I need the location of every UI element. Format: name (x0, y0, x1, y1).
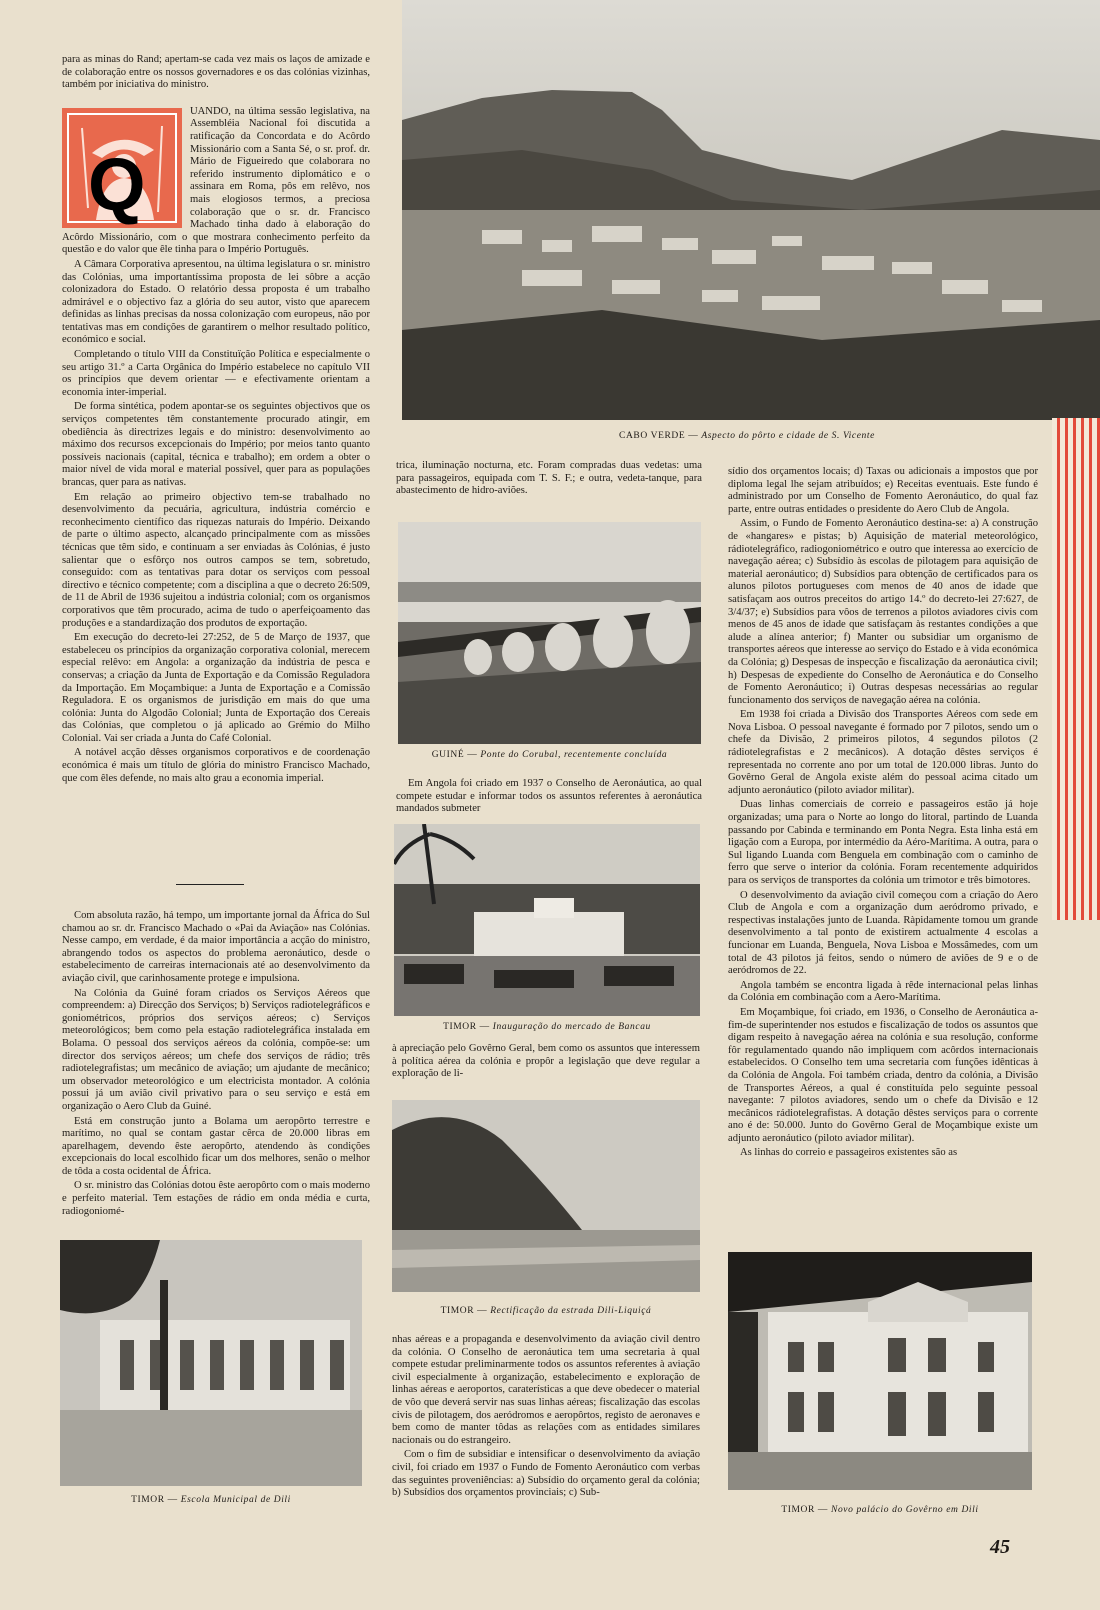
photo-timor-market (394, 824, 700, 1016)
caption-place: GUINÉ — (431, 750, 478, 760)
caption-text: Novo palácio do Govêrno em Dili (831, 1505, 979, 1515)
dropcap-letter: Q (88, 142, 146, 226)
column-2-mid (396, 778, 702, 818)
column-2-bottom (392, 1334, 700, 1502)
paragraph: Completando o título VIII da Constituïção Política e especialmente o seu artigo 31.º a Carta Orgânica do Império estabelece no capítulo VII os princípios que devem orientar — e efectivamente orientam a economia inter-imperial. (62, 349, 370, 398)
caption-text: Inauguração do mercado de Bancau (492, 1022, 651, 1032)
caption-text: Rectificação da estrada Dili-Liquiçá (490, 1306, 652, 1316)
caption-text: Ponte do Corubal, recentemente concluída (480, 750, 668, 760)
paragraph: UANDO, na última sessão legislativa, na Assembléia Nacional foi discutida a ratificação da Concordata e do Acôrdo Missionário com a Santa Sé, o sr. prof. dr. Mário de Figueiredo que colaborara no referido instrumento diplomático e o assinara em Roma, pôs em relêvo, nos mais elogiosos termos, a preciosa colaboração que o sr. dr. Francisco Machado tinha dado à elaboração do Acôrdo Missionário, com o que mostrara conhecimento perfeito da questão e do valor que êle tinha para o Império Português. (62, 105, 370, 256)
column-3 (728, 466, 1038, 1162)
paragraph: trica, iluminação nocturna, etc. Foram compradas duas vedetas: uma para passageiros, equipada com T. S. F.; e outra, vedeta-tanque, para abastecimento de hidro-aviões. (396, 460, 702, 497)
caption-cabo-verde (402, 431, 1092, 441)
column-2-top (396, 460, 702, 500)
caption-timor-market (394, 1022, 700, 1032)
drop-cap (62, 108, 182, 228)
paragraph: Está em construção junto a Bolama um aeropôrto terrestre e marítimo, no qual se contam gastar cêrca de 20.000 libras em aparelhagem, devendo êste aeropôrto, atendendo às condições excepcionais do local escolhido ficar um dos melhores, senão o melhor de tôda a costa ocidental de África. (62, 1115, 370, 1177)
section-divider (176, 884, 244, 885)
paragraph: A Câmara Corporativa apresentou, na última legislatura o sr. ministro das Colónias, uma importantíssima proposta de lei sôbre a acção colonizadora do Estado. O relatório dessa proposta é um trabalho admirável e o objectivo faz a glória do seu autor, visto que aparecem definidas as linhas precisas da nossa colonização com europeus, não por tentativas mas em condições de garantirem o melhor resultado político, económico e social. (62, 258, 370, 346)
paragraph: Em Angola foi criado em 1937 o Conselho de Aeronáutica, ao qual compete estudar e informar todos os assuntos referentes à aeronáutica mandados submeter (396, 778, 702, 815)
paragraph: Angola também se encontra ligada à rêde internacional pelas linhas da Colónia em combinação com a Aero-Marítima. (728, 979, 1038, 1004)
paragraph: Com o fim de subsidiar e intensificar o desenvolvimento da aviação civil, foi criado em 1937 o Fundo de Fomento Aeronáutico com verbas das seguintes proveniências: a) Subsídio do orçamento geral da colónia; b) Subsídios dos orçamentos provinciais; c) Sub- (392, 1449, 700, 1499)
photo-guine-bridge (398, 522, 701, 744)
paragraph: O desenvolvimento da aviação civil começou com a criação do Aero Club de Angola e com a organização dum aeródromo privado, e respectivas instalações junto de Luanda. Ràpidamente tomou um grande desenvolvimento a tal ponto de existirem actualmente 4 escolas a funcionar em Luanda, Benguela, Nova Lisboa e Mossâmedes, com um total de 43 pilotos já feitos, sendo o número de aviões de 9 e o de aeródromos de 22. (728, 889, 1038, 977)
photo-cabo-verde (402, 0, 1100, 420)
lead-paragraph: para as minas do Rand; apertam-se cada vez mais os laços de amizade e de colaboração entre os nossos governadores e os das colónias vizinhas, também por iniciativa do ministro. (62, 54, 370, 91)
paragraph: à apreciação pelo Govêrno Geral, bem como os assuntos que interessem à política aérea da colónia e propôr a legislação que deve regular a exploração de li- (392, 1043, 700, 1080)
page-number: 45 (990, 1536, 1010, 1558)
caption-guine (398, 750, 701, 760)
paragraph: Com absoluta razão, há tempo, um importante jornal da África do Sul chamou ao sr. dr. Francisco Machado o «Pai da Aviação» nas Colónias. Nesse campo, em verdade, é da maior importância a acção do ministro, abrangendo todos os aspectos do problema aeronáutico, desde o estabelecimento de carreiras internacionais até ao desenvolvimento da aviação civil, que carinhosamente protege e impulsiona. (62, 910, 370, 984)
paragraph: Na Colónia da Guiné foram criados os Serviços Aéreos que compreendem: a) Direcção dos Serviços; b) Serviços radiotelegráficos e goniométricos, próprios dos serviços aéreos; c) Serviços meteorológicos; bem como pela estação radiotelegráfica instalada em Bolama. O pessoal dos serviços aéreos da colónia, compõe-se: um director dos serviços aéreos; um chefe dos serviços de rádio; três radiotelegrafistas; um mecânico de aviação; um ajudante de mecânico; um observador meteorológico e um electricista montador. A colónia possui já um avião civil privativo para o seu serviço e está em organização o Aero Club da Guiné. (62, 987, 370, 1112)
paragraph: O sr. ministro das Colónias dotou êste aeropôrto com o mais moderno e perfeito material. Tem estações de rádio em onda média e curta, radiogoniomé- (62, 1180, 370, 1217)
caption-place: TIMOR — (440, 1306, 488, 1316)
column-2-lower (392, 1043, 700, 1083)
paragraph: nhas aéreas e a propaganda e desenvolvimento da aviação civil dentro da colónia. O Conselho de aeronáutica tem uma secretaria à qual compete estudar preliminarmente todos os assuntos referentes à aviação civil especialmente à organização, estabelecimento e exploração de linhas aéreas e aeroportos, caraterísticas a que deve obedecer o material de vôo que deverá servir nas suas linhas aéreas; fiscalização das escolas civis de pilotagem, dos aeródromos e aeropôrtos, registo de aeronaves e bem como de manter tôdas as relações com as entidades similares nacionais ou do estrangeiro. (392, 1334, 700, 1446)
column-1-continued (62, 910, 370, 1220)
caption-place: TIMOR — (131, 1495, 178, 1505)
photo-timor-school (60, 1240, 362, 1486)
photo-timor-palace (728, 1252, 1032, 1490)
paragraph: Em execução do decreto-lei 27:252, de 5 de Março de 1937, que estabeleceu os princípios da organização corporativa colonial, merecem especial relêvo: em Angola: a organização da indústria de pesca e conservas; a criação da Junta de Exportação e da Comissão Reguladora da Importação. Em Moçambique: a Junta de Exportação e a Comissão Reguladora. E os organismos de jurisdição em mais do que uma colónia: Junta do Algodão Colonial; Junta de Exportação dos Cereais das Colónias, que completou o já aplicado ao Grémio do Milho Colonial. Vai ser criada a Junta do Café Colonial. (62, 632, 370, 744)
caption-timor-road (392, 1306, 700, 1316)
paragraph: A notável acção dêsses organismos corporativos e de coordenação económica é mais um título de glória do ministro Francisco Machado, que com êles defende, no mais alto grau a economia imperial. (62, 747, 370, 784)
paragraph: De forma sintética, podem apontar-se os seguintes objectivos que os serviços competentes têm constantemente procurado atingir, em obediência às directrizes legais e do ministro: desenvolvimento ao máximo dos recursos excepcionais do Império; por meios tanto quanto possíveis nacionais (capital, técnica e trabalho); em ordem a obter o maior nível de vida moral e material possível, quer para as populações brancas, quer para as nativas. (62, 401, 370, 488)
caption-text: Aspecto do pôrto e cidade de S. Vicente (701, 431, 875, 441)
paragraph: As linhas do correio e passageiros existentes são as (740, 1147, 958, 1159)
caption-place: TIMOR — (781, 1505, 829, 1515)
paragraph: Em Moçambique, foi criado, em 1936, o Conselho de Aeronáutica a-fim-de superintender nos estudos e fiscalização de todos os assuntos que digam respeito à navegação aérea na colónia e sua resolução, conforme fôr regulamentado quando não impliquem com acôrdos internacionais estabelecidos. O Conselho tem uma secretaria com funções idênticas à da Colónia de Angola. Foi também criada, dentro da colónia, a Divisão de Transportes Aéreos, a qual é constituída pelo seguinte pessoal navegante: 7 pilotos aviadores, sendo um o chefe da Divisão e 12 mecânicos rádiotelegrafistas. A dotação dêstes serviços para o corrente ano é de: 50.000. Junto do Govêrno Geral de Moçambique existe um adjunto aeronáutico (piloto aviador militar). (728, 1006, 1038, 1144)
paragraph: sídio dos orçamentos locais; d) Taxas ou adicionais a impostos que por diploma legal lhe sejam atribuídos; e) Receitas eventuais. Este fundo é administrado por um Conselho de Fomento Aeronáutico, do qual faz parte, entre outras entidades o presidente do Aero Club de Angola. (728, 466, 1038, 515)
photo-timor-road (392, 1100, 700, 1292)
column-1 (62, 54, 370, 787)
caption-place: CABO VERDE — (619, 431, 699, 441)
caption-timor-school (60, 1495, 362, 1505)
decorative-stripes (1052, 418, 1100, 920)
paragraph: Assim, o Fundo de Fomento Aeronáutico destina-se: a) A construção de «hangares» e pistas; b) Aquisição de material meteorológico, rádiotelegráfico, radiogoniométrico e outro que interessa ao exercício de navegação aérea; c) Subsídio às escolas de pilotagem para aquisição de material aeronáutico; d) Subsídios para obtenção de certificados para os alunos pilotos portugueses com menos de 40 anos de idade que satisfaçam aos outros preceitos do artigo 14.º do decreto-lei 27:627, de 3/4/37; e) Subsídios para vôos de terrenos a pilotos aviadores civis com menos de 45 anos de idade que satisfaçam às restantes condições a que alude a alínea anterior; f) Manter ou subsidiar um organismo de transportes aéreos que interesse ao serviço do Estado e à vida económica da Colónia; g) Despesas de inspecção e fiscalização da aeronáutica civil; h) Despesas de expediente do Conselho de Aeronáutica e do Conselho de Fomento Aeronáutico; i) Outras despesas necessárias ao regular funcionamento dos serviços de navegação aérea na colónia. (728, 518, 1038, 706)
caption-place: TIMOR — (443, 1022, 490, 1032)
paragraph: Duas linhas comerciais de correio e passageiros estão já hoje organizadas; uma para o Norte ao longo do litoral, partindo de Luanda passando por Cabinda e terminando em Ponta Negra. Esta linha está em ligação com a Europa, por intermédio da Aéro-Marítima. A outra, para o Sul ligando Luanda com Benguela em combinação com o caminho de ferro que serve o interior da colónia. Foram recentemente adquiridos para os serviços de transportes da colónia um trimotor e três bimotores. (728, 799, 1038, 886)
paragraph: Em 1938 foi criada a Divisão dos Transportes Aéreos com sede em Nova Lisboa. O pessoal navegante é formado por 7 pilotos, sendo um o chefe da Divisão, 2 primeiros pilotos, 4 segundos pilotos (2 rádiotelegrafistas e 2 mecânicos). A dotação dêstes serviços é representada no corrente ano por um total de 120.000 libras. Junto do Govêrno Geral de Angola existe além do pessoal acima citado um adjunto aeronáutico (piloto aviador militar). (728, 709, 1038, 796)
paragraph: Em relação ao primeiro objectivo tem-se trabalhado no desenvolvimento da pecuária, agricultura, indústria comércio e reconhecimento científico das riquezas naturais do Império. Deixando de parte o último aspecto, alcançado principalmente com as missões técnicas que têm sido, e continuam a ser enviadas às Colónias, é justo salientar que o esfôrço nos outros campos se tem, sobretudo, conseguido: com as tentativas para dotar os serviços com pessoal directivo e técnico competente; com a disciplina a que o decreto 26:509, de 11 de Abril de 1936 sujeitou a indústria colonial; com os organismos corporativos que têm procurado, acima de tudo o aperfeiçoamento das produções e a standardização dos produtos de exportação. (62, 491, 370, 629)
caption-timor-palace (728, 1505, 1032, 1515)
caption-text: Escola Municipal de Dili (180, 1495, 291, 1505)
